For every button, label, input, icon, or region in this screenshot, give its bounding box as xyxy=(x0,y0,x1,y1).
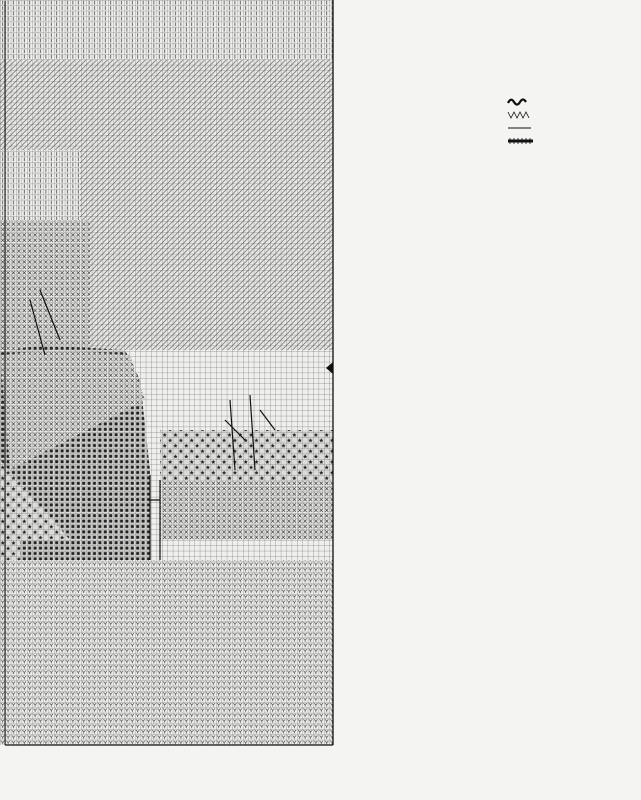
table-header-row xyxy=(507,348,641,361)
finished-size-section xyxy=(507,348,641,374)
backstitch-line-icon xyxy=(507,122,535,133)
list-item xyxy=(507,160,641,173)
finished-size-table xyxy=(507,348,641,374)
list-item xyxy=(507,95,641,108)
backstitch-zigzag-icon xyxy=(507,109,535,120)
backstitch-list xyxy=(507,95,641,173)
backstitch-wave-icon xyxy=(507,96,535,107)
list-item xyxy=(507,121,641,134)
table-header-row xyxy=(507,361,641,374)
list-item xyxy=(507,134,641,147)
list-item xyxy=(507,108,641,121)
backstitch-thick-line-icon xyxy=(507,135,535,146)
list-item xyxy=(507,147,641,160)
